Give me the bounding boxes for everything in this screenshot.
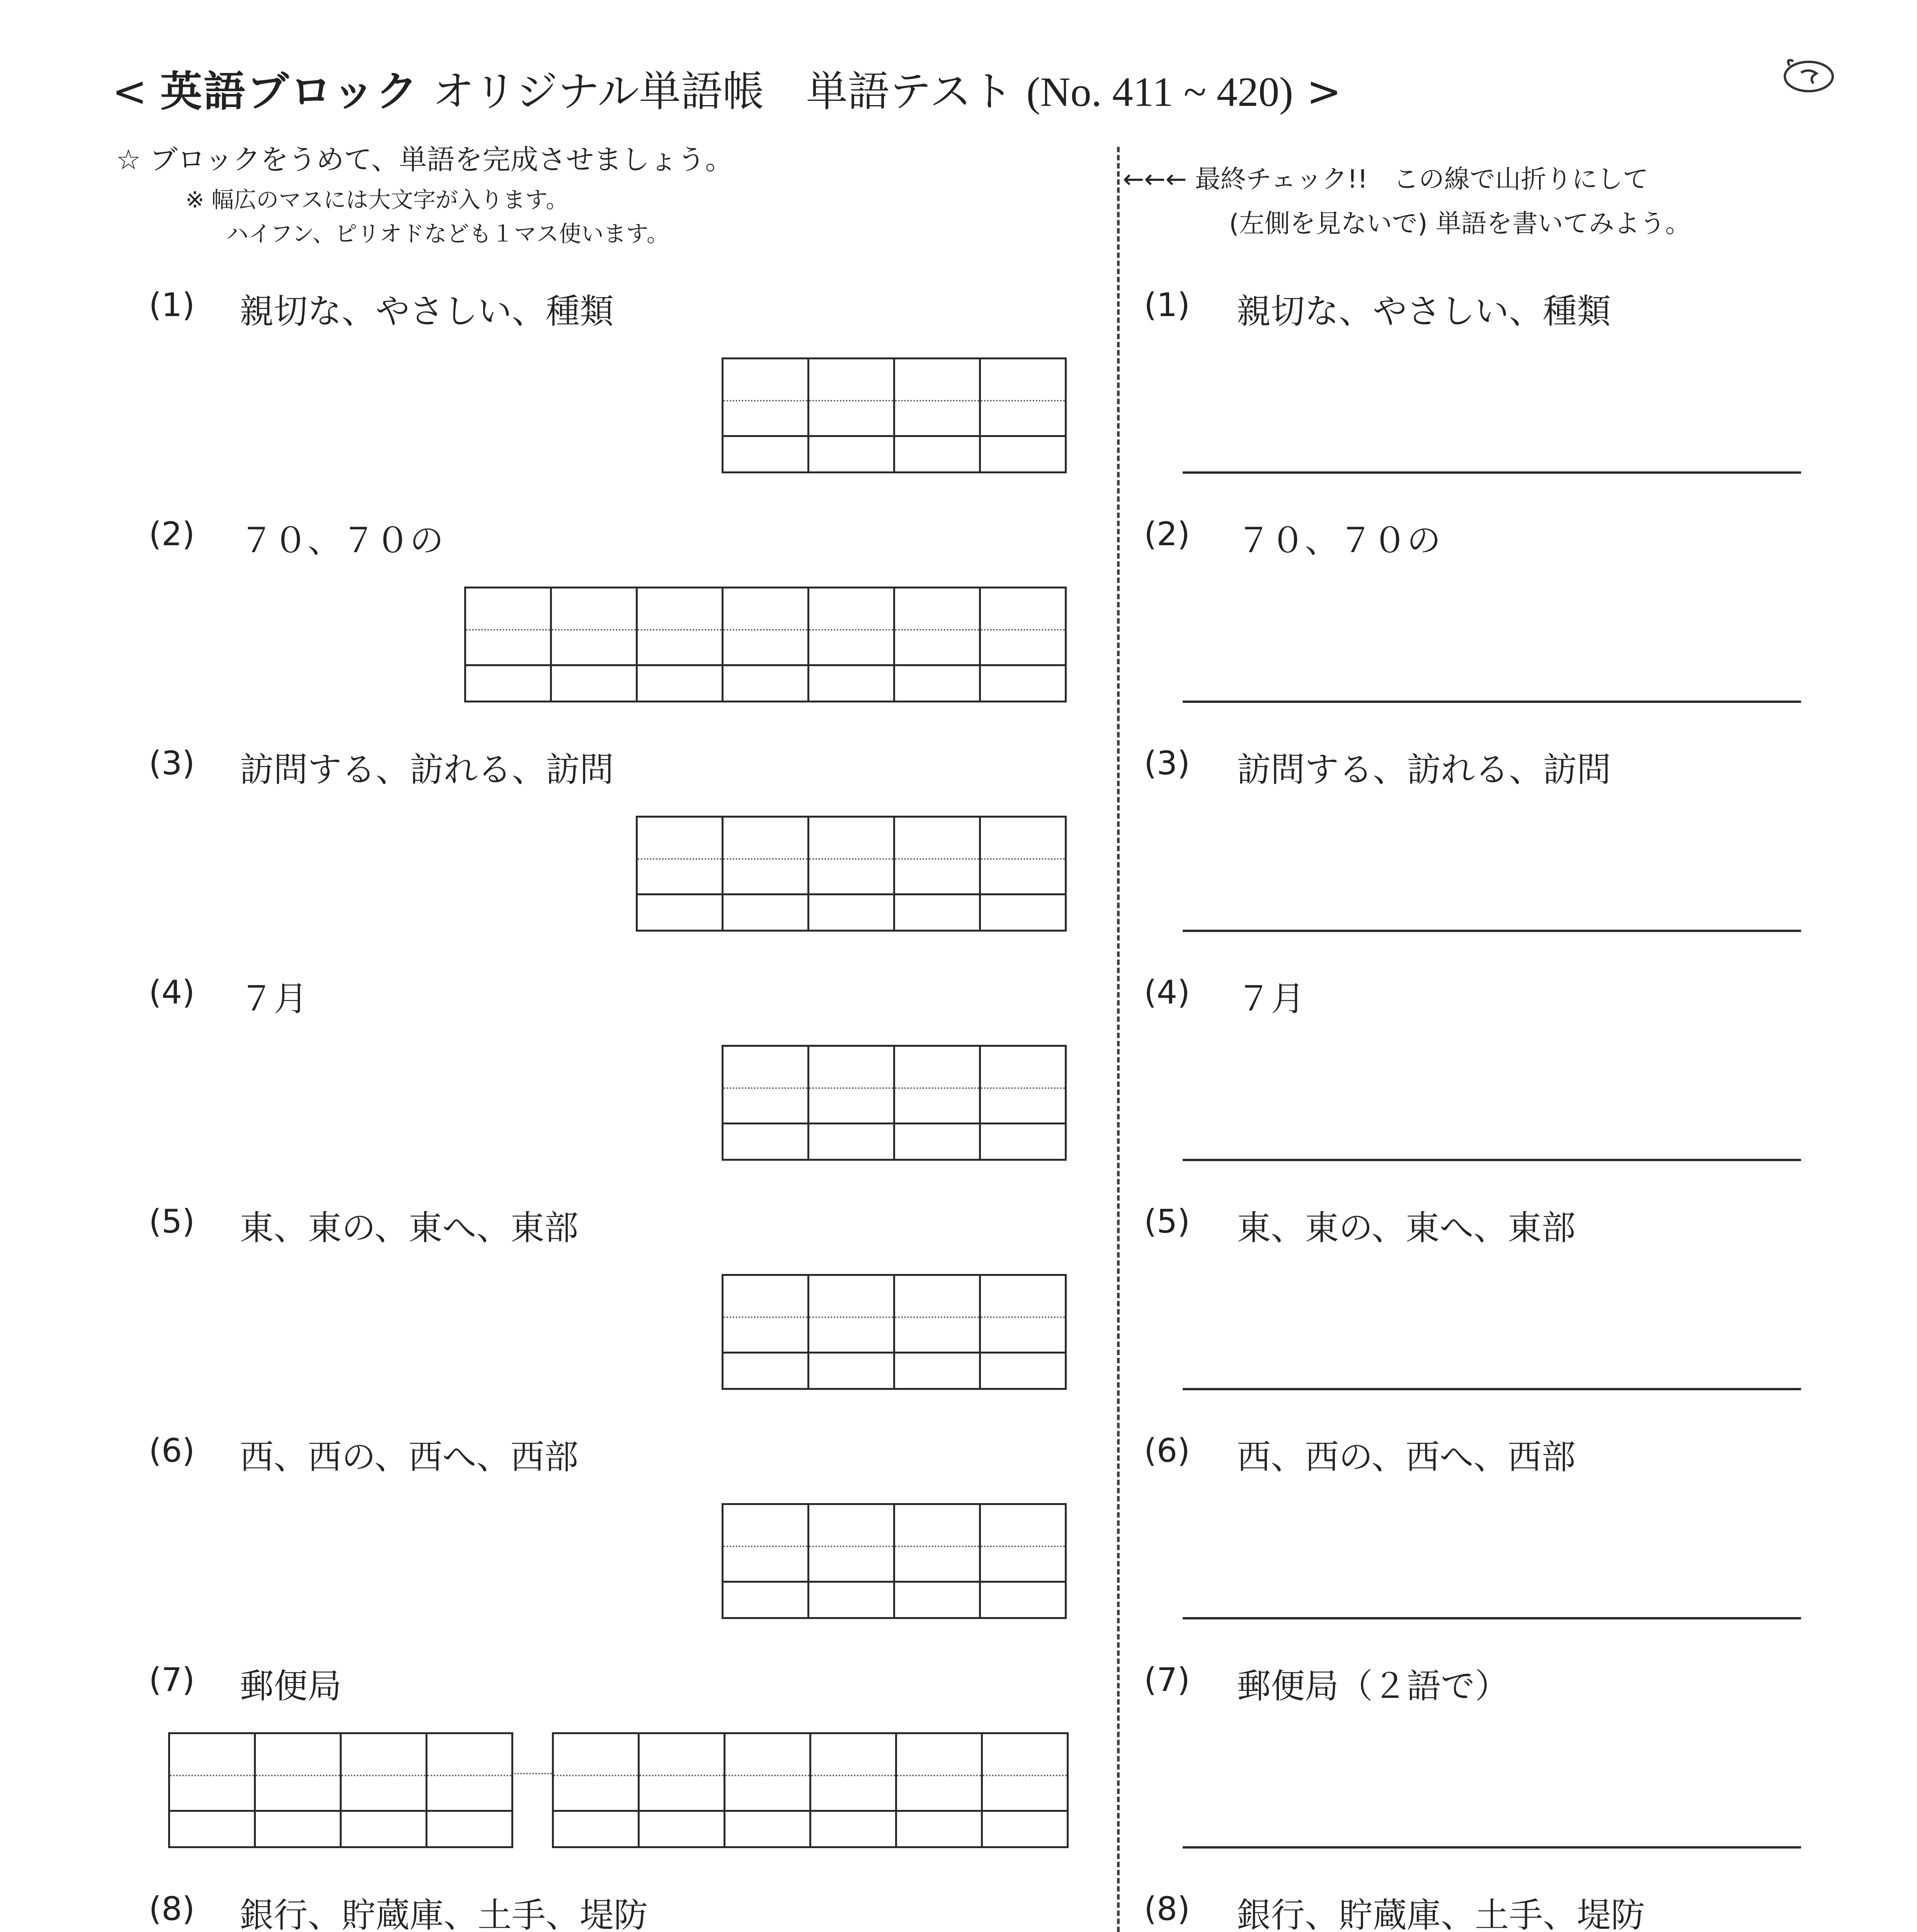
guide-dotted-line xyxy=(724,1546,807,1547)
question-number: (7) xyxy=(149,1661,195,1699)
guide-dotted-line xyxy=(552,629,636,631)
letter-box[interactable] xyxy=(893,1503,981,1619)
guide-dotted-line xyxy=(427,1775,511,1776)
guide-dotted-line xyxy=(809,400,893,401)
check-question-number: (4) xyxy=(1144,973,1190,1011)
letter-box[interactable] xyxy=(807,816,895,932)
guide-dotted-line xyxy=(895,1546,979,1547)
letter-box[interactable] xyxy=(722,357,809,473)
guide-dotted-line xyxy=(895,858,979,860)
guide-dotted-line xyxy=(638,858,722,860)
letter-box[interactable] xyxy=(724,1732,811,1848)
answer-write-line[interactable] xyxy=(1183,471,1801,474)
answer-write-line[interactable] xyxy=(1183,1159,1801,1161)
baseline xyxy=(895,1352,979,1354)
guide-dotted-line xyxy=(466,629,550,631)
guide-dotted-line xyxy=(895,400,979,401)
baseline xyxy=(342,1810,426,1812)
question-number: (8) xyxy=(149,1890,195,1928)
baseline xyxy=(809,1352,893,1354)
title-prefix: < xyxy=(112,68,147,116)
letter-box[interactable] xyxy=(979,1503,1067,1619)
baseline xyxy=(724,893,807,895)
guide-dotted-line xyxy=(981,1546,1065,1547)
question-prompt: 銀行、貯蔵庫、土手、堤防 xyxy=(240,1895,648,1932)
letter-box[interactable] xyxy=(981,1732,1069,1848)
letter-box[interactable] xyxy=(893,816,981,932)
check-question-prompt: 東、東の、東へ、東部 xyxy=(1237,1208,1576,1248)
baseline xyxy=(809,664,893,666)
guide-dotted-line xyxy=(809,1316,893,1318)
baseline xyxy=(554,1810,638,1812)
question-prompt: 親切な、やさしい、種類 xyxy=(240,291,614,331)
letter-box-grid xyxy=(464,587,1067,702)
answer-write-line[interactable] xyxy=(1183,1617,1801,1619)
check-question-number: (2) xyxy=(1144,515,1190,553)
letter-box[interactable] xyxy=(893,1274,981,1390)
baseline xyxy=(466,664,550,666)
baseline xyxy=(640,1810,724,1812)
baseline xyxy=(981,893,1065,895)
check-question-number: (3) xyxy=(1144,744,1190,782)
baseline xyxy=(895,435,979,437)
letter-box[interactable] xyxy=(722,1274,809,1390)
letter-box[interactable] xyxy=(722,1045,809,1161)
baseline xyxy=(983,1810,1067,1812)
letter-box[interactable] xyxy=(254,1732,342,1848)
baseline xyxy=(809,1581,893,1583)
answer-write-line[interactable] xyxy=(1183,701,1801,703)
letter-box-grid xyxy=(636,816,1067,932)
guide-dotted-line xyxy=(981,858,1065,860)
baseline xyxy=(638,893,722,895)
letter-box[interactable] xyxy=(636,816,724,932)
letter-box-grid xyxy=(722,357,1067,473)
letter-box[interactable] xyxy=(979,816,1067,932)
baseline xyxy=(427,1810,511,1812)
check-question-prompt: 銀行、貯蔵庫、土手、堤防 xyxy=(1237,1895,1645,1932)
baseline xyxy=(724,1581,807,1583)
guide-dotted-line xyxy=(895,1316,979,1318)
baseline xyxy=(895,1122,979,1124)
check-question-number: (1) xyxy=(1144,286,1190,324)
answer-write-line[interactable] xyxy=(1183,1846,1801,1849)
guide-dotted-line xyxy=(640,1775,724,1776)
letter-box-grid xyxy=(168,1732,1069,1848)
letter-box[interactable] xyxy=(807,357,895,473)
check-question-number: (6) xyxy=(1144,1432,1190,1469)
fold-note-line-1: ←←← 最終チェック!! この線で山折りにして xyxy=(1123,164,1648,194)
letter-box[interactable] xyxy=(807,1045,895,1161)
question-number: (5) xyxy=(149,1202,195,1240)
letter-box[interactable] xyxy=(895,1732,983,1848)
guide-dotted-line xyxy=(724,629,807,631)
answer-write-line[interactable] xyxy=(1183,1388,1801,1390)
guide-dotted-line xyxy=(724,1087,807,1089)
baseline xyxy=(724,664,807,666)
baseline xyxy=(811,1810,895,1812)
baseline xyxy=(809,435,893,437)
guide-dotted-line xyxy=(809,1546,893,1547)
guide-dotted-line xyxy=(983,1775,1067,1776)
baseline xyxy=(981,1122,1065,1124)
check-question-prompt: ７０、７０の xyxy=(1237,520,1441,560)
letter-box[interactable] xyxy=(807,1503,895,1619)
letter-box[interactable] xyxy=(979,357,1067,473)
question-prompt: 東、東の、東へ、東部 xyxy=(240,1208,579,1248)
letter-box[interactable] xyxy=(340,1732,427,1848)
baseline xyxy=(895,1581,979,1583)
letter-box[interactable] xyxy=(552,1732,640,1848)
letter-box[interactable] xyxy=(722,587,809,702)
letter-box[interactable] xyxy=(638,1732,725,1848)
letter-box[interactable] xyxy=(979,1045,1067,1161)
check-question-prompt: 親切な、やさしい、種類 xyxy=(1237,291,1611,331)
question-prompt: ７月 xyxy=(240,979,308,1019)
baseline xyxy=(170,1810,254,1812)
word-gap xyxy=(511,1773,552,1774)
baseline xyxy=(897,1810,981,1812)
guide-dotted-line xyxy=(256,1775,340,1776)
title-range: (No. 411 ~ 420) xyxy=(1026,69,1294,115)
letter-box-grid xyxy=(722,1274,1067,1390)
letter-box[interactable] xyxy=(807,587,895,702)
title-suffix: > xyxy=(1306,68,1342,116)
letter-box[interactable] xyxy=(979,587,1067,702)
letter-box[interactable] xyxy=(809,1732,897,1848)
answer-write-line[interactable] xyxy=(1183,930,1801,932)
check-question-prompt: ７月 xyxy=(1237,979,1305,1019)
instruction-note-2: ハイフン、ピリオドなども１マス使います。 xyxy=(226,221,669,247)
guide-dotted-line xyxy=(724,1316,807,1318)
baseline xyxy=(895,664,979,666)
guide-dotted-line xyxy=(809,1087,893,1089)
guide-dotted-line xyxy=(342,1775,426,1776)
baseline xyxy=(981,1581,1065,1583)
question-number: (1) xyxy=(149,286,195,324)
guide-dotted-line xyxy=(811,1775,895,1776)
question-number: (4) xyxy=(149,973,195,1011)
letter-box[interactable] xyxy=(979,1274,1067,1390)
guide-dotted-line xyxy=(981,1087,1065,1089)
baseline xyxy=(809,893,893,895)
instruction-note-1: ※ 幅広のマスには大文字が入ります。 xyxy=(186,187,569,213)
letter-box[interactable] xyxy=(636,587,724,702)
baseline xyxy=(724,435,807,437)
baseline xyxy=(256,1810,340,1812)
question-prompt: ７０、７０の xyxy=(240,520,444,560)
guide-dotted-line xyxy=(897,1775,981,1776)
baseline xyxy=(981,1352,1065,1354)
guide-dotted-line xyxy=(170,1775,254,1776)
baseline xyxy=(895,893,979,895)
guide-dotted-line xyxy=(981,400,1065,401)
baseline xyxy=(809,1122,893,1124)
check-question-number: (5) xyxy=(1144,1202,1190,1240)
baseline xyxy=(981,664,1065,666)
check-question-prompt: 訪問する、訪れる、訪問 xyxy=(1237,750,1611,789)
baseline xyxy=(724,1352,807,1354)
letter-box-grid xyxy=(722,1503,1067,1619)
guide-dotted-line xyxy=(981,629,1065,631)
guide-dotted-line xyxy=(895,1087,979,1089)
letter-box-grid xyxy=(722,1045,1067,1161)
guide-dotted-line xyxy=(725,1775,809,1776)
letter-box[interactable] xyxy=(893,587,981,702)
fold-note-line-2: (左側を見ないで) 単語を書いてみよう。 xyxy=(1229,209,1691,238)
baseline xyxy=(552,664,636,666)
check-question-prompt: 郵便局（２語で） xyxy=(1237,1666,1509,1706)
question-number: (3) xyxy=(149,744,195,782)
baseline xyxy=(981,435,1065,437)
guide-dotted-line xyxy=(809,858,893,860)
letter-box[interactable] xyxy=(168,1732,256,1848)
guide-dotted-line xyxy=(724,858,807,860)
letter-box[interactable] xyxy=(426,1732,513,1848)
question-prompt: 郵便局 xyxy=(240,1666,342,1706)
check-question-prompt: 西、西の、西へ、西部 xyxy=(1237,1437,1576,1477)
smiley-face-icon xyxy=(1778,54,1840,97)
letter-box[interactable] xyxy=(464,587,552,702)
letter-box[interactable] xyxy=(807,1274,895,1390)
guide-dotted-line xyxy=(638,629,722,631)
question-number: (2) xyxy=(149,515,195,553)
letter-box[interactable] xyxy=(722,1503,809,1619)
title-text: オリジナル単語帳 単語テスト xyxy=(432,68,1013,116)
guide-dotted-line xyxy=(554,1775,638,1776)
letter-box[interactable] xyxy=(893,357,981,473)
letter-box[interactable] xyxy=(722,816,809,932)
guide-dotted-line xyxy=(724,400,807,401)
baseline xyxy=(638,664,722,666)
check-question-number: (7) xyxy=(1144,1661,1190,1699)
baseline xyxy=(725,1810,809,1812)
brand-name: 英語ブロック xyxy=(160,68,419,116)
page-title xyxy=(112,58,1342,118)
guide-dotted-line xyxy=(809,629,893,631)
guide-dotted-line xyxy=(895,629,979,631)
fold-divider xyxy=(1117,147,1120,1932)
instruction-main: ☆ ブロックをうめて、単語を完成させましょう。 xyxy=(116,143,733,176)
question-prompt: 訪問する、訪れる、訪問 xyxy=(240,750,614,789)
check-question-number: (8) xyxy=(1144,1890,1190,1928)
question-prompt: 西、西の、西へ、西部 xyxy=(240,1437,579,1477)
baseline xyxy=(724,1122,807,1124)
letter-box[interactable] xyxy=(550,587,638,702)
guide-dotted-line xyxy=(981,1316,1065,1318)
question-number: (6) xyxy=(149,1432,195,1469)
letter-box[interactable] xyxy=(893,1045,981,1161)
